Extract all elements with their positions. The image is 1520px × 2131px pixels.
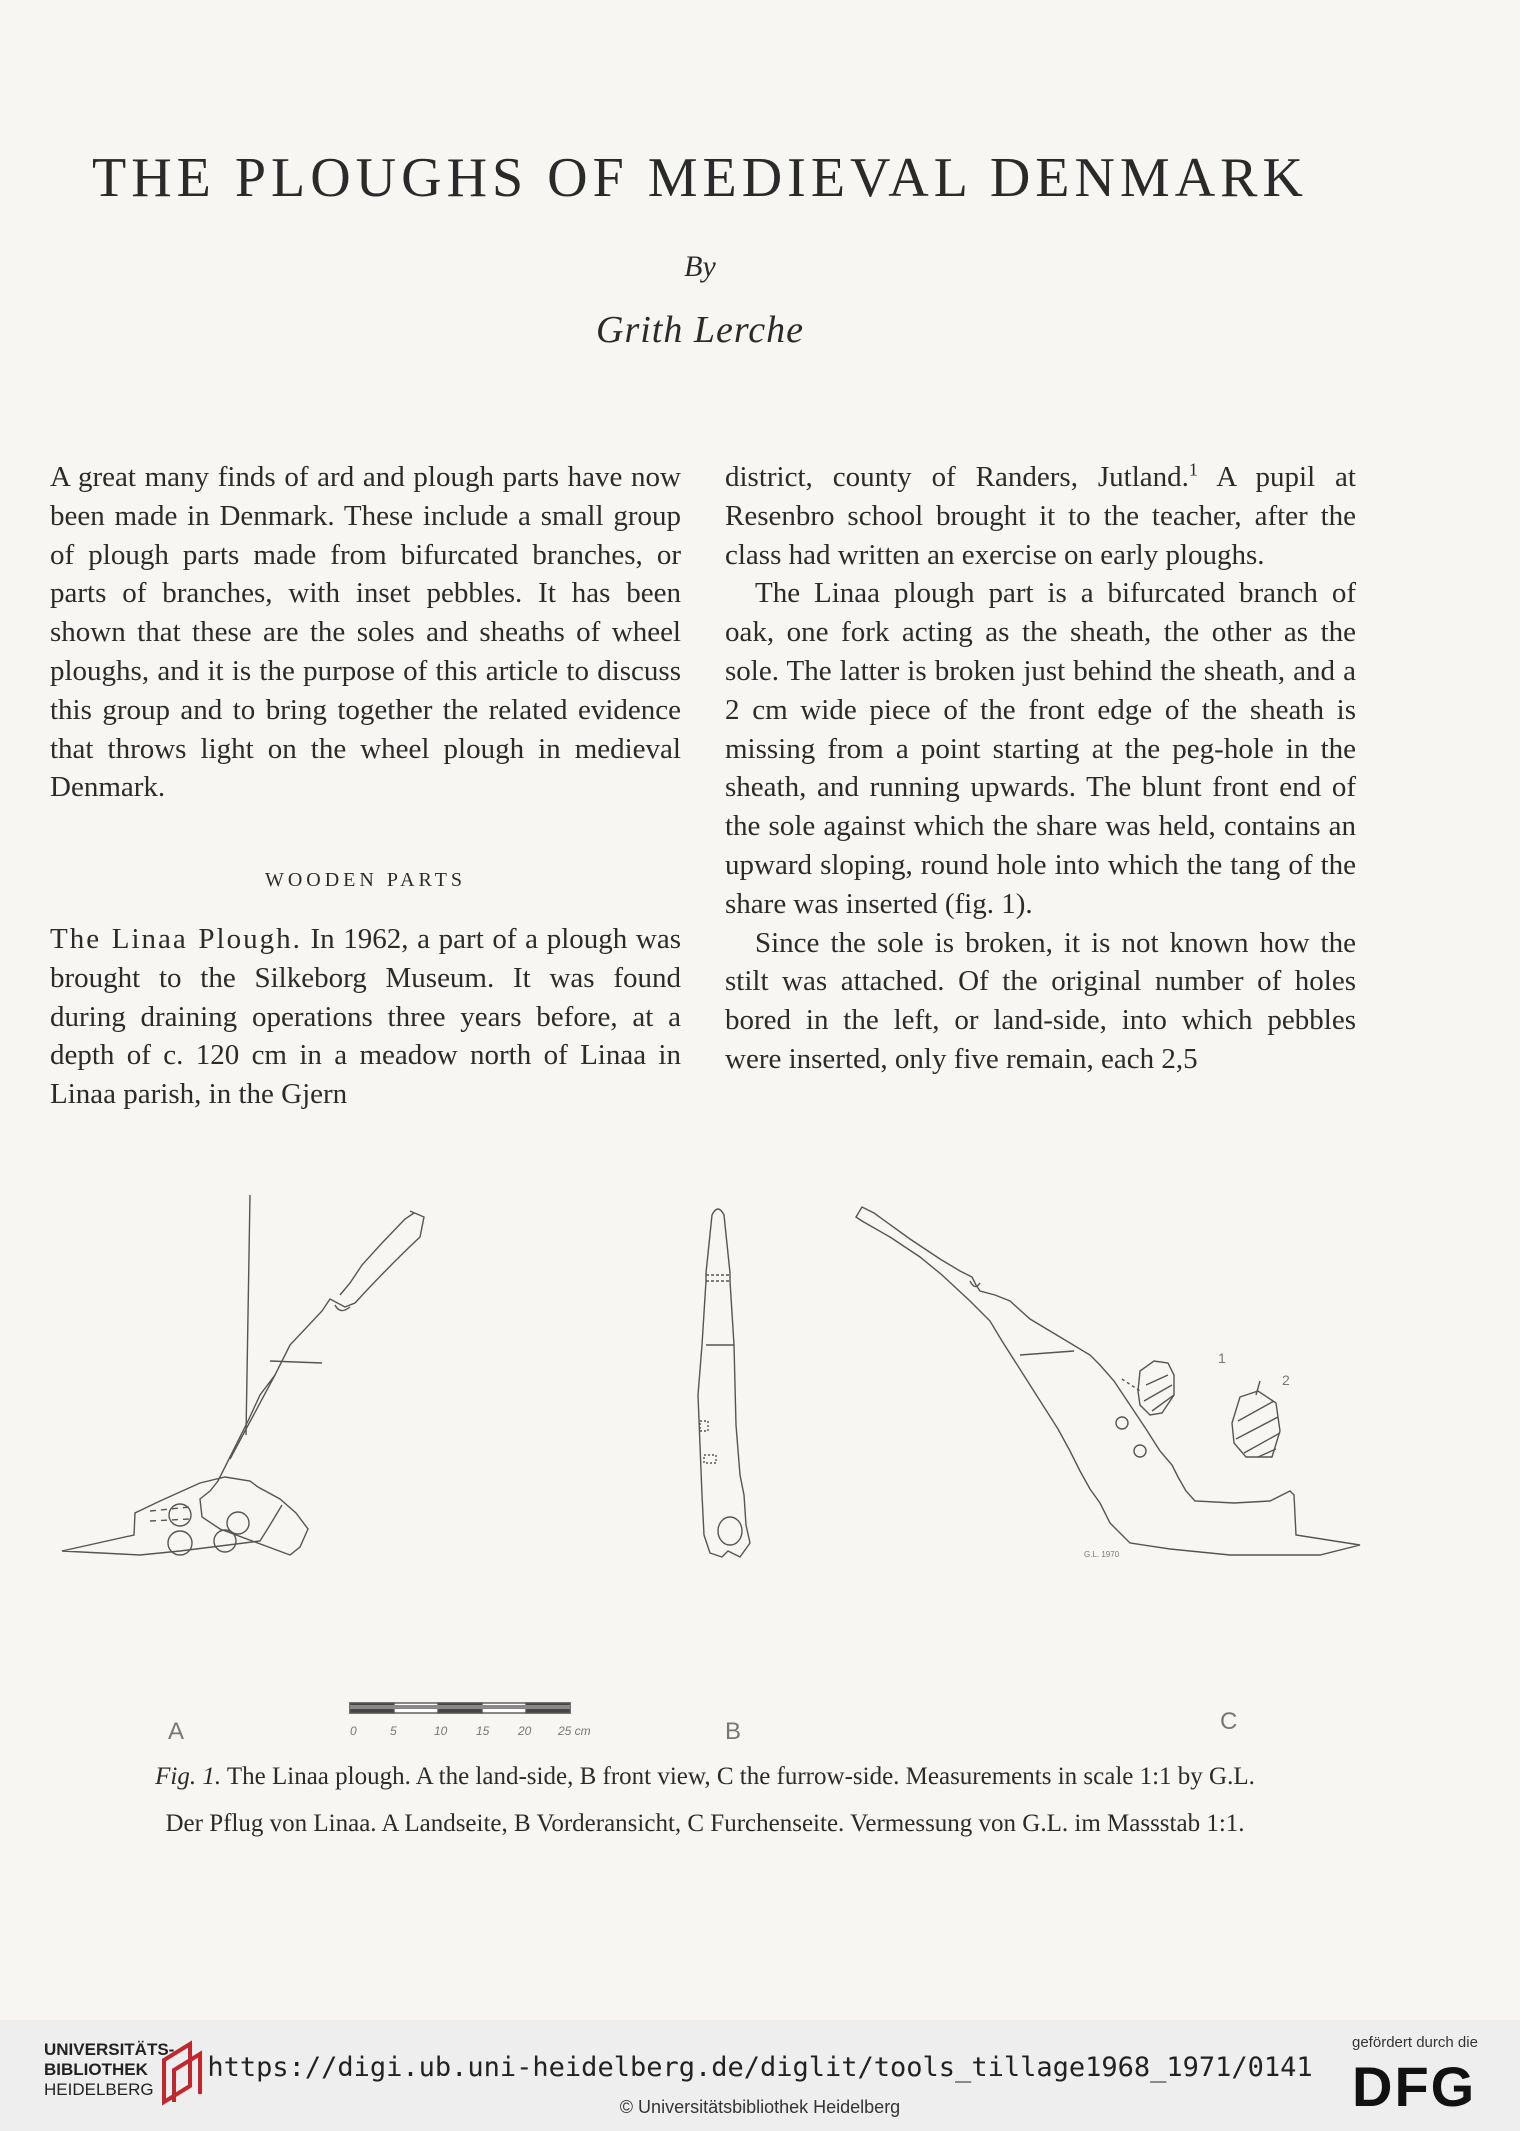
caption-label: Fig. 1. xyxy=(155,1763,222,1790)
byline: By xyxy=(684,250,716,283)
scale-tick: 0 xyxy=(350,1724,357,1738)
caption-english-text: The Linaa plough. A the land-side, B front view, C the furrow-side. Measurements in scale 1:1 by G.L. xyxy=(221,1763,1255,1790)
land-side-view xyxy=(62,1195,424,1555)
right-para-1 xyxy=(725,458,1356,574)
pebble-label-2: 2 xyxy=(1282,1372,1290,1388)
label-c: C xyxy=(1220,1708,1238,1735)
section-heading: WOODEN PARTS xyxy=(264,869,467,892)
author-name: Grith Lerche xyxy=(596,309,804,351)
library-line-3: HEIDELBERG xyxy=(44,2080,154,2099)
right-para-3: Since the sole is broken, it is not known how the stilt was attached. Of the original number of holes bored in the left, or land-side, into which pebbles were inserted, only five remain, each 2,5 xyxy=(725,926,1356,1075)
scale-tick: 15 xyxy=(476,1724,490,1738)
intro-paragraph: A great many finds of ard and plough parts have now been made in Denmark. These include a small group of plough parts made from bifurcated branches, or parts of branches, with inset pebbles. It has been shown that these are the soles and sheaths of wheel ploughs, and it is the purpose of this article to discuss this group and to bring together the related evidence that throws light on the wheel plough in medieval Denmark. xyxy=(50,461,681,804)
dfg-logo[interactable]: DFG xyxy=(1352,2055,1477,2118)
right-para-1-end: A pupil at Resenbro school brought it to the teacher, after the class had written an exercise on early ploughs. xyxy=(725,461,1356,571)
linaa-text: In 1962, a part of a plough was brought to the Silkeborg Museum. It was found during draining operations three years before, at a depth of c. 120 cm in a meadow north of Linaa in Linaa parish, in the Gjern xyxy=(50,922,681,1111)
left-column xyxy=(50,458,681,1114)
caption-german: Der Pflug von Linaa. A Landseite, B Vorderansicht, C Furchenseite. Vermessung von G.L. im Massstab 1:1. xyxy=(165,1810,1245,1837)
label-b: B xyxy=(725,1718,742,1745)
subheading: The Linaa Plough. xyxy=(50,922,302,955)
scale-ticks xyxy=(350,1724,591,1738)
funding-label: gefördert durch die xyxy=(1352,2034,1478,2051)
scale-bar[interactable] xyxy=(350,1703,570,1713)
article-title: THE PLOUGHS OF MEDIEVAL DENMARK xyxy=(92,147,1308,209)
caption-english xyxy=(50,1763,1360,1791)
label-a: A xyxy=(168,1718,185,1745)
linaa-paragraph xyxy=(50,920,681,1114)
plough-drawing xyxy=(50,1195,1380,1755)
scale-tick: 25 cm xyxy=(558,1724,591,1738)
permalink-url[interactable]: https://digi.ub.uni-heidelberg.de/diglit/tools_tillage1968_1971/0141 xyxy=(207,2052,1313,2083)
library-line-1: UNIVERSITÄTS- xyxy=(44,2040,175,2059)
pebble-label-1: 1 xyxy=(1218,1350,1226,1366)
scale-tick: 5 xyxy=(390,1724,397,1738)
library-line-2: BIBLIOTHEK xyxy=(44,2060,148,2079)
right-para-2: The Linaa plough part is a bifurcated branch of oak, one fork acting as the sheath, the other as the sole. The latter is broken just behind the sheath, and a 2 cm wide piece of the front edge of the sheath is missing from a point starting at the peg-hole in the sheath, and running upwards. The blunt front end of the sole against which the share was held, contains an upward sloping, round hole into which the tang of the share was inserted (fig. 1). xyxy=(725,577,1356,920)
copyright-notice: © Universitätsbibliothek Heidelberg xyxy=(619,2097,901,2117)
right-para-1-start: district, county of Randers, Jutland. xyxy=(725,461,1189,493)
scale-tick: 20 xyxy=(518,1724,532,1738)
footnote-mark[interactable]: 1 xyxy=(1188,459,1198,480)
draftsman-initials: G.L. 1970 xyxy=(1084,1550,1120,1559)
right-column xyxy=(725,458,1356,1079)
scale-tick: 10 xyxy=(434,1724,448,1738)
front-view xyxy=(698,1209,750,1557)
